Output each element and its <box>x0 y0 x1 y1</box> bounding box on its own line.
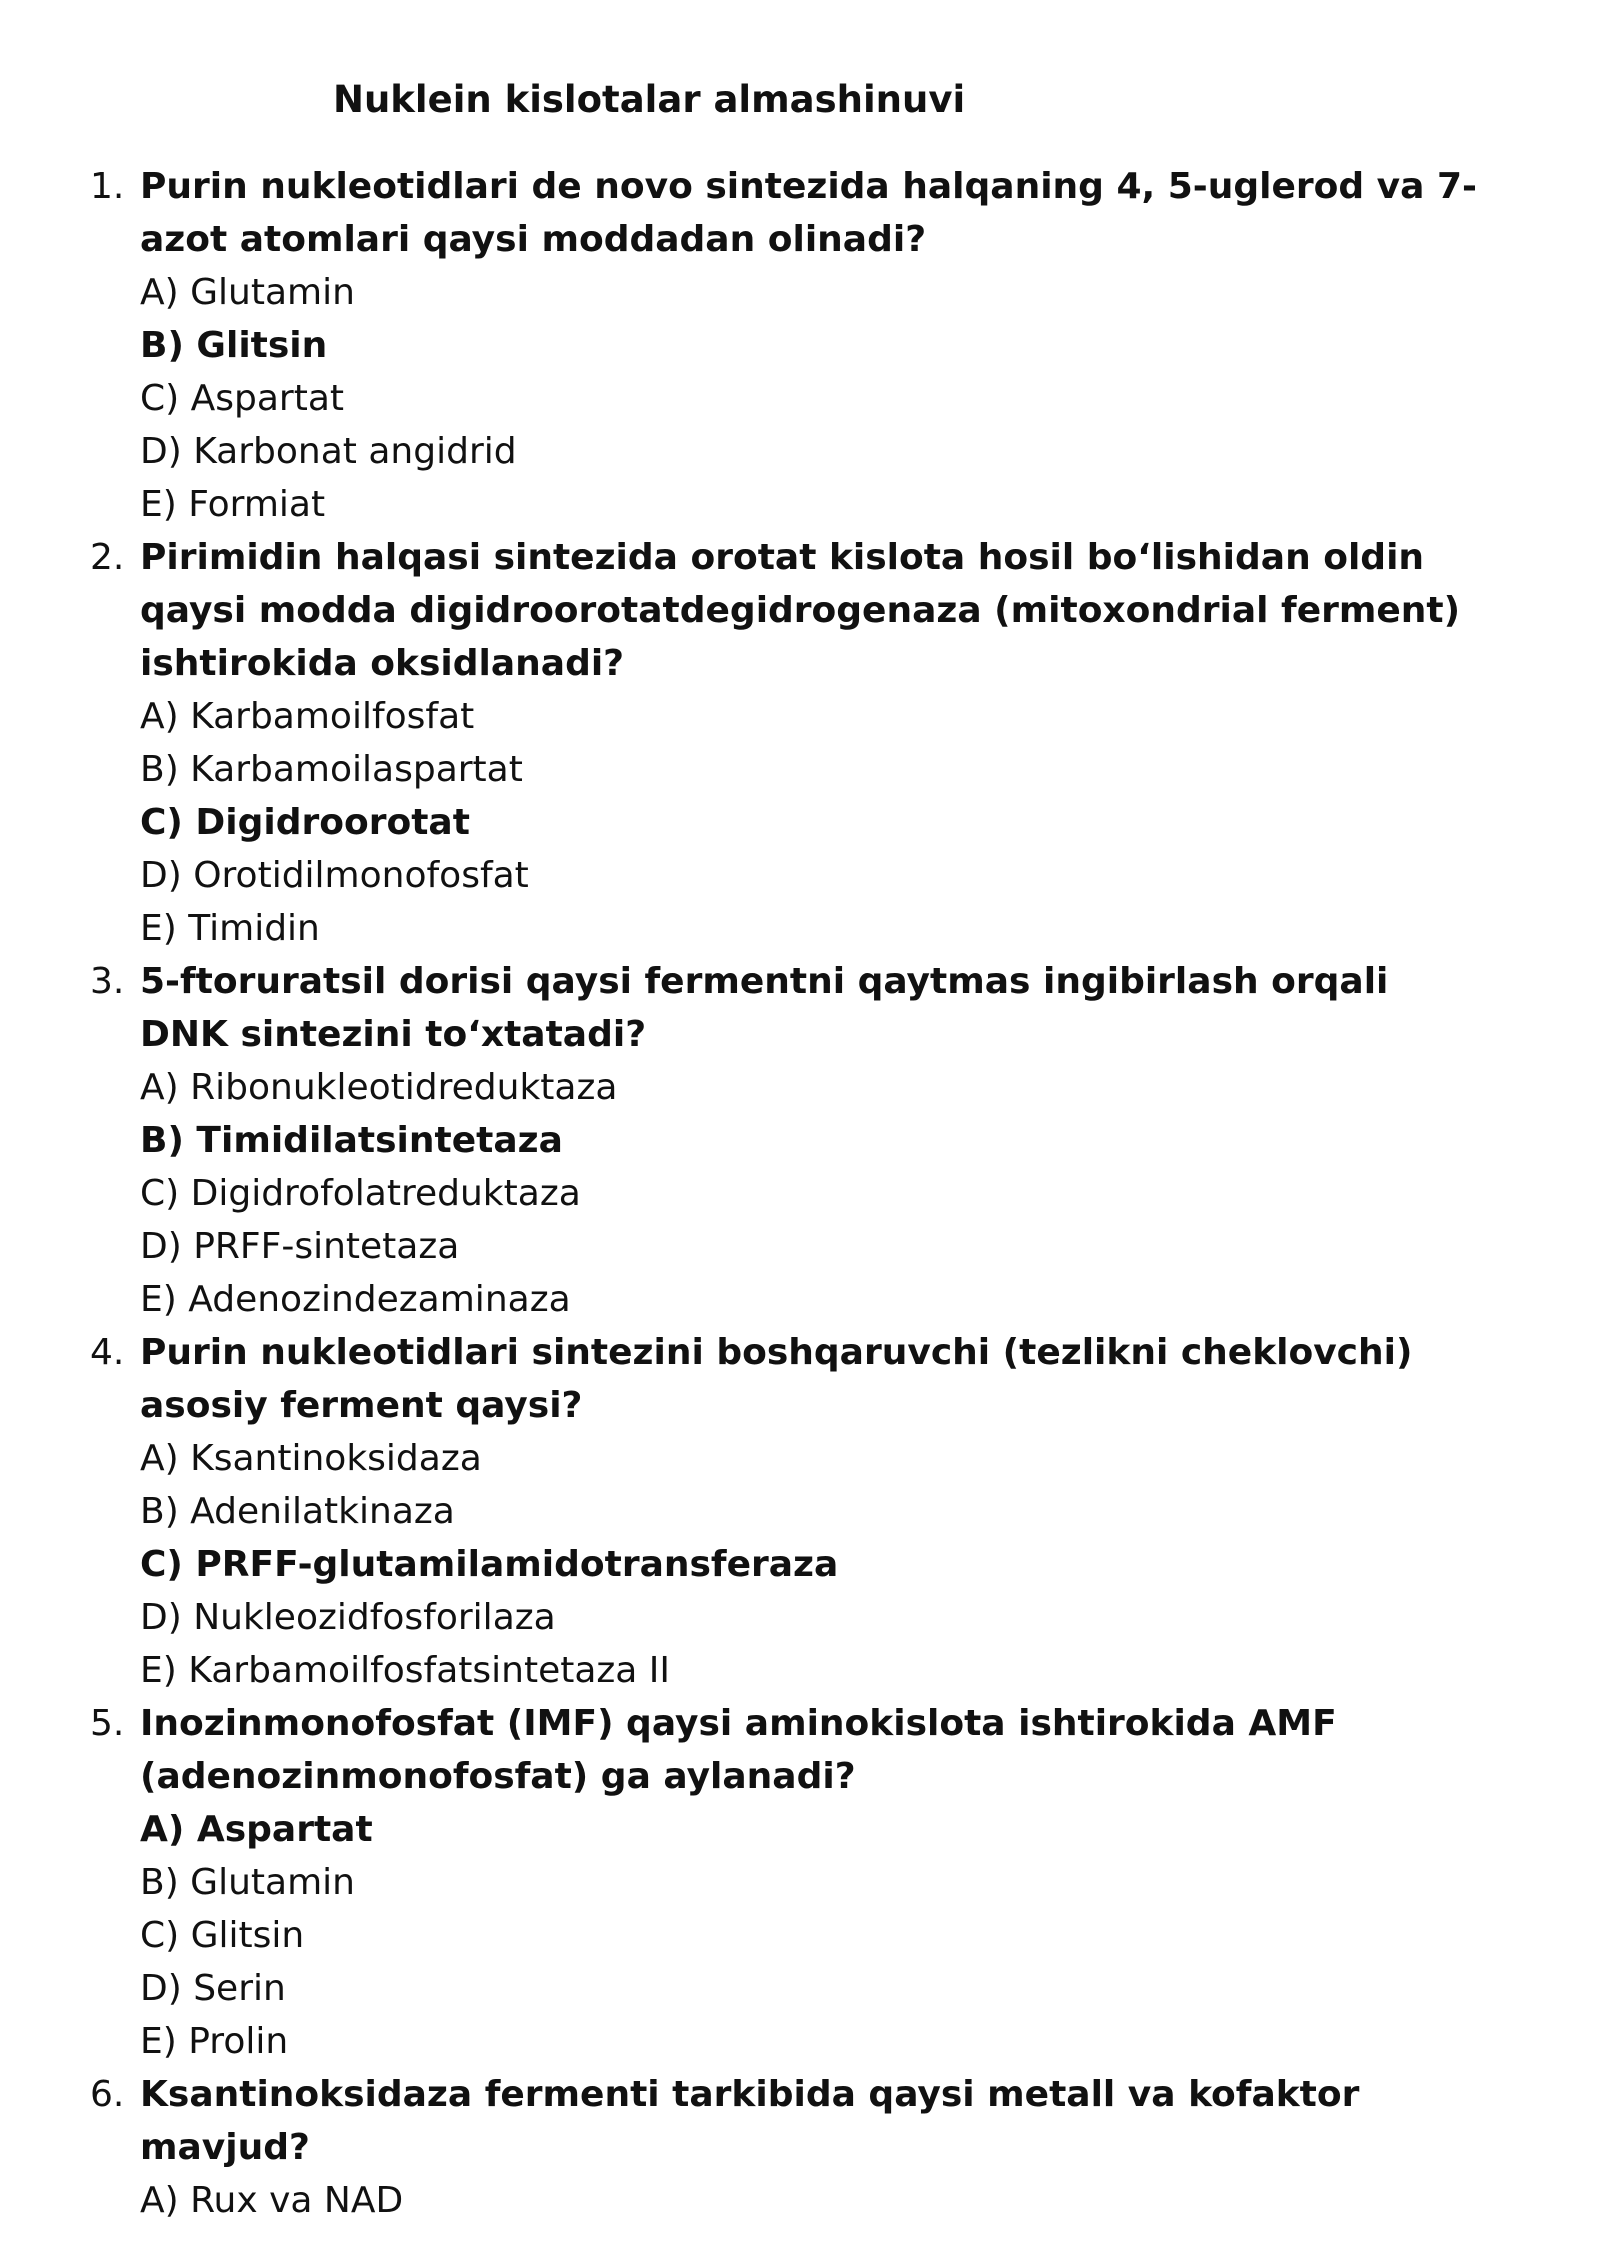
question-text: Ksantinoksidaza fermenti tarkibida qaysi metall va kofaktor mavjud? <box>140 2074 1360 2168</box>
question-item <box>0 531 1600 955</box>
answer-option: E) Prolin <box>140 2021 289 2062</box>
question-list <box>0 160 1600 2227</box>
question-text: Inozinmonofosfat (IMF) qaysi aminokislota ishtirokida AMF (adenozinmonofosfat) ga aylanadi? <box>140 1703 1337 1797</box>
answer-option: D) PRFF-sintetaza <box>140 1226 460 1267</box>
answer-option: B) Karbamoilaspartat <box>140 749 523 790</box>
answer-options <box>140 1061 1600 1326</box>
answer-option: D) Serin <box>140 1968 286 2009</box>
answer-options <box>140 266 1600 531</box>
question-number: 4. <box>90 1332 125 1373</box>
answer-option: E) Karbamoilfosfatsintetaza II <box>140 1650 671 1691</box>
answer-option: A) Rux va NAD <box>140 2180 404 2221</box>
answer-option: C) Aspartat <box>140 378 345 419</box>
answer-option: E) Formiat <box>140 484 326 525</box>
answer-option: D) Karbonat angidrid <box>140 431 517 472</box>
question-item <box>0 160 1600 531</box>
question-text: 5-ftoruratsil dorisi qaysi fermentni qaytmas ingibirlash orqali DNK sintezini to‘xtatadi? <box>140 961 1389 1055</box>
answer-option: D) Orotidilmonofosfat <box>140 855 529 896</box>
answer-option-correct: B) Timidilatsintetaza <box>140 1120 563 1161</box>
answer-options <box>140 1432 1600 1697</box>
answer-option-correct: C) Digidroorotat <box>140 802 470 843</box>
question-text: Purin nukleotidlari sintezini boshqaruvchi (tezlikni cheklovchi) asosiy ferment qaysi? <box>140 1332 1413 1426</box>
answer-option: C) Glitsin <box>140 1915 305 1956</box>
answer-option: E) Timidin <box>140 908 320 949</box>
answer-options <box>140 1803 1600 2068</box>
question-item <box>0 1697 1600 2068</box>
answer-options <box>140 2174 1600 2227</box>
answer-option: A) Glutamin <box>140 272 355 313</box>
question-item <box>0 955 1600 1326</box>
question-number: 2. <box>90 537 125 578</box>
answer-option: B) Adenilatkinaza <box>140 1491 455 1532</box>
question-number: 5. <box>90 1703 125 1744</box>
answer-option: D) Nukleozidfosforilaza <box>140 1597 556 1638</box>
answer-option: A) Ksantinoksidaza <box>140 1438 482 1479</box>
question-text: Pirimidin halqasi sintezida orotat kislota hosil bo‘lishidan oldin qaysi modda digidroorotatdegidrogenaza (mitoxondrial ferment) ishtirokida oksidlanadi? <box>140 537 1461 684</box>
answer-option-correct: B) Glitsin <box>140 325 328 366</box>
question-text: Purin nukleotidlari de novo sintezida halqaning 4, 5-uglerod va 7-azot atomlari qaysi moddadan olinadi? <box>140 166 1477 260</box>
answer-option: E) Adenozindezaminaza <box>140 1279 571 1320</box>
answer-option: C) Digidrofolatreduktaza <box>140 1173 581 1214</box>
answer-option: A) Ribonukleotidreduktaza <box>140 1067 618 1108</box>
question-number: 3. <box>90 961 125 1002</box>
answer-option: A) Karbamoilfosfat <box>140 696 475 737</box>
answer-option-correct: C) PRFF-glutamilamidotransferaza <box>140 1544 839 1585</box>
answer-options <box>140 690 1600 955</box>
question-item <box>0 1326 1600 1697</box>
page-title: Nuklein kislotalar almashinuvi <box>333 78 966 121</box>
question-number: 1. <box>90 166 125 207</box>
question-item <box>0 2068 1600 2227</box>
answer-option-correct: A) Aspartat <box>140 1809 373 1850</box>
answer-option: B) Glutamin <box>140 1862 355 1903</box>
question-number: 6. <box>90 2074 125 2115</box>
